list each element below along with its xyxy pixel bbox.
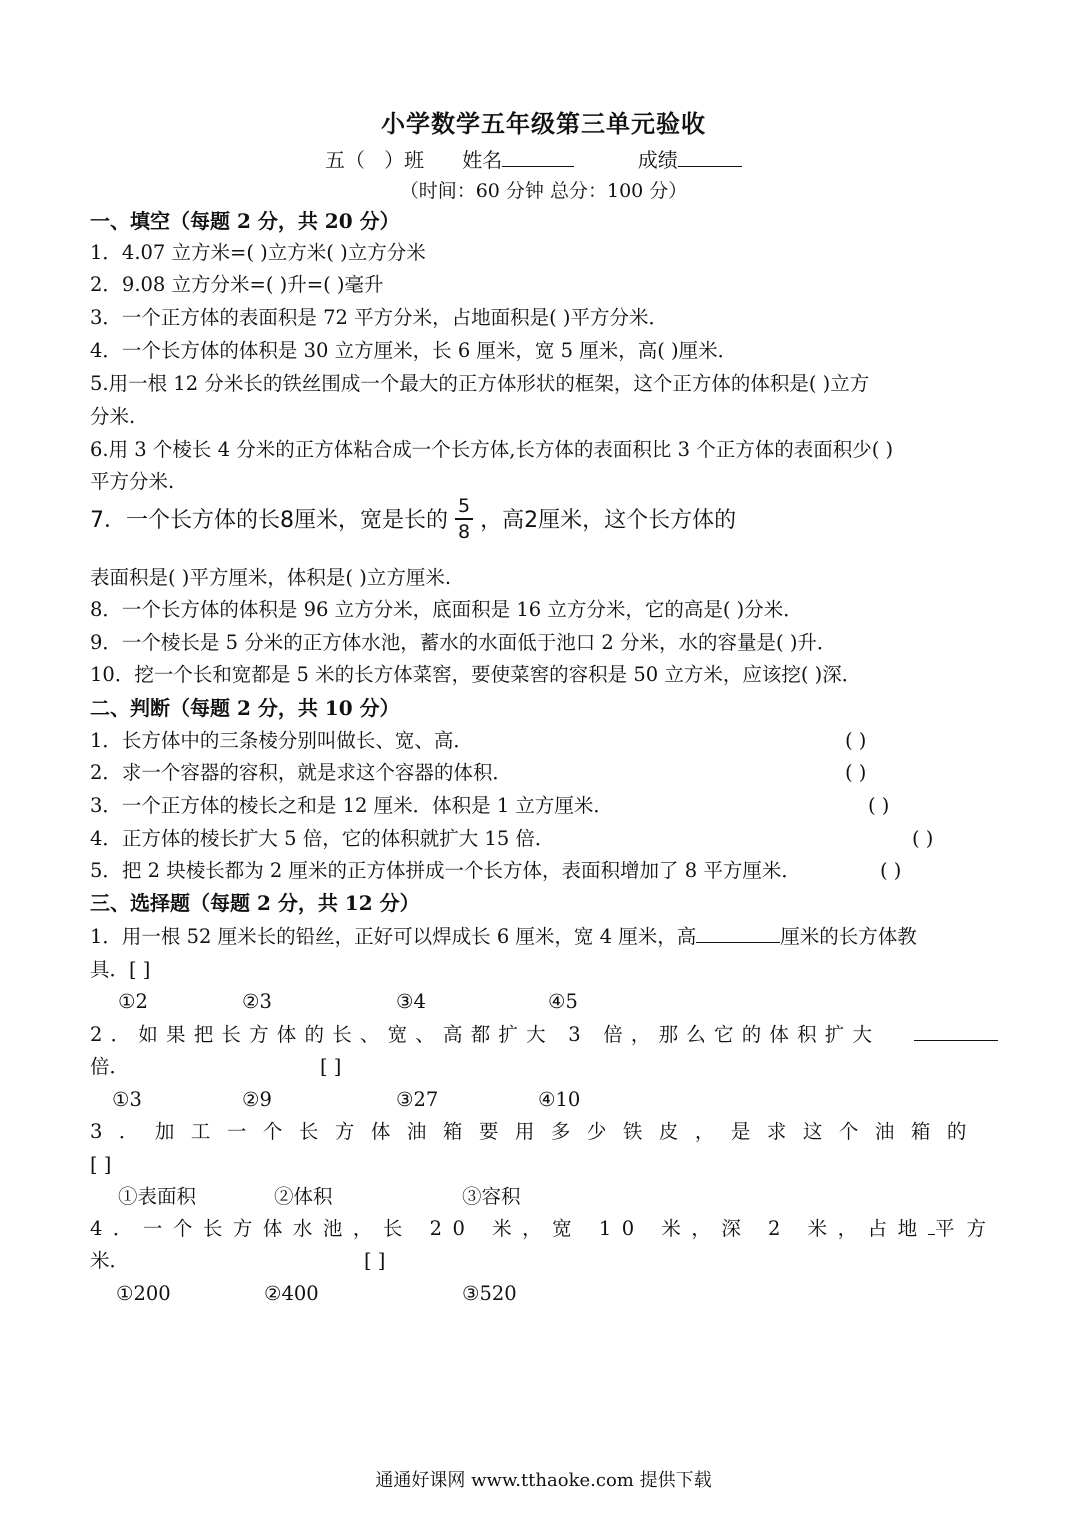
judge-question-4: 4．正方体的棱长扩大 5 倍，它的体积就扩大 15 倍． — [90, 827, 555, 850]
question-1-7-line1 — [90, 496, 736, 542]
grade-spacer — [574, 148, 638, 172]
question-1-6-line1: 6.用 3 个棱长 4 分米的正方体粘合成一个长方体,长方体的表面积比 3 个正方体的表面积少( ) — [90, 438, 894, 461]
choice-question-2-line2: 倍． — [90, 1055, 130, 1078]
choice-4-option-3[interactable]: ③520 — [462, 1282, 517, 1305]
choice-q1-blank[interactable] — [696, 924, 780, 943]
choice-3-option-2[interactable]: ②体积 — [274, 1185, 333, 1208]
choice-question-1-line1 — [90, 924, 917, 950]
judge-question-5: 5．把 2 块棱长都为 2 厘米的正方体拼成一个长方体，表面积增加了 8 平方厘米． — [90, 859, 801, 882]
choice-q1-text-end: 厘米的长方体教 — [780, 925, 917, 948]
choice-q4-blank[interactable] — [928, 1216, 935, 1235]
fraction-five-eighths — [454, 496, 474, 542]
q7-text-after: ，高2厘米，这个长方体的 — [480, 508, 737, 534]
choice-3-option-3[interactable]: ③容积 — [462, 1185, 521, 1208]
choice-q3-bracket[interactable]: [ ] — [90, 1153, 112, 1176]
student-info-line — [325, 144, 742, 173]
judge-question-3: 3．一个正方体的棱长之和是 12 厘米．体积是 1 立方厘米． — [90, 794, 613, 817]
section-heading-multiple-choice: 三、选择题（每题 2 分，共 12 分） — [90, 891, 420, 915]
grade-blank[interactable] — [678, 148, 742, 167]
choice-q2-text: 2．如果把长方体的长、宽、高都扩大 3 倍，那么它的体积扩大 — [90, 1023, 881, 1046]
choice-4-option-1[interactable]: ①200 — [116, 1282, 171, 1305]
name-blank[interactable] — [502, 148, 574, 167]
judge-question-2: 2．求一个容器的容积，就是求这个容器的体积． — [90, 761, 512, 784]
question-1-3: 3．一个正方体的表面积是 72 平方分米，占地面积是( )平方分米． — [90, 306, 669, 329]
question-1-10: 10．挖一个长和宽都是 5 米的长方体菜窖，要使菜窖的容积是 50 立方米，应该挖( )深． — [90, 663, 862, 686]
choice-question-3-line1: 3．加工一个长方体油箱要用多少铁皮，是求这个油箱的 — [90, 1120, 983, 1143]
class-name-label: 五（ ）班 姓名 — [325, 148, 503, 172]
q7-text-before: 7．一个长方体的长8厘米，宽是长的 — [90, 508, 448, 534]
question-1-4: 4．一个长方体的体积是 30 立方厘米，长 6 厘米，宽 5 厘米，高( )厘米． — [90, 339, 738, 362]
question-1-7-line2: 表面积是( )平方厘米，体积是( )立方厘米. — [90, 566, 452, 589]
choice-1-option-4[interactable]: ④5 — [548, 990, 578, 1013]
choice-q4-text: 4．一个长方体水池，长 20 米，宽 10 米，深 2 米，占地 — [90, 1217, 928, 1240]
question-1-8: 8．一个长方体的体积是 96 立方分米，底面积是 16 立方分米，它的高是( )分米． — [90, 598, 803, 621]
choice-1-option-3[interactable]: ③4 — [396, 990, 426, 1013]
choice-q4-bracket[interactable]: [ ] — [364, 1249, 386, 1272]
question-1-5-line2: 分米. — [90, 405, 136, 428]
exam-title: 小学数学五年级第三单元验收 — [381, 109, 706, 138]
question-1-2: 2．9.08 立方分米=( )升=( )毫升 — [90, 273, 384, 296]
choice-q1-text: 1．用一根 52 厘米长的铅丝，正好可以焊成长 6 厘米，宽 4 厘米，高 — [90, 925, 697, 948]
choice-question-1-line2[interactable]: 具．[ ] — [90, 958, 151, 981]
fraction-numerator: 5 — [458, 495, 471, 517]
choice-2-option-4[interactable]: ④10 — [538, 1088, 581, 1111]
time-and-score: （时间：60 分钟 总分：100 分） — [399, 180, 688, 202]
section-heading-fill-in: 一、填空（每题 2 分，共 20 分） — [90, 209, 400, 233]
judge-answer-1[interactable]: ( ) — [845, 729, 867, 752]
choice-q4-text-end: 平方 — [934, 1217, 998, 1240]
judge-answer-2[interactable]: ( ) — [845, 761, 867, 784]
grade-label: 成绩 — [637, 148, 678, 172]
question-1-6-line2: 平方分米. — [90, 470, 175, 493]
choice-1-option-1[interactable]: ①2 — [118, 990, 148, 1013]
section-heading-true-false: 二、判断（每题 2 分，共 10 分） — [90, 696, 400, 720]
question-1-1: 1．4.07 立方米=( )立方米( )立方分米 — [90, 241, 426, 264]
choice-4-option-2[interactable]: ②400 — [264, 1282, 319, 1305]
footer-source: 通通好课网 www.tthaoke.com 提供下载 — [375, 1470, 712, 1491]
choice-question-4-line1 — [90, 1216, 998, 1242]
choice-question-2-line1 — [90, 1022, 998, 1048]
choice-2-option-1[interactable]: ①3 — [112, 1088, 142, 1111]
choice-1-option-2[interactable]: ②3 — [242, 990, 272, 1013]
choice-q2-blank[interactable] — [914, 1022, 998, 1041]
judge-answer-4[interactable]: ( ) — [912, 827, 934, 850]
judge-question-1: 1．长方体中的三条棱分别叫做长、宽、高． — [90, 729, 473, 752]
choice-q2-bracket[interactable]: [ ] — [320, 1055, 342, 1078]
choice-2-option-2[interactable]: ②9 — [242, 1088, 272, 1111]
question-1-9: 9．一个棱长是 5 分米的正方体水池，蓄水的水面低于池口 2 分米，水的容量是( )升． — [90, 631, 837, 654]
choice-question-4-line2: 米． — [90, 1249, 130, 1272]
fraction-bar — [455, 518, 473, 520]
question-1-5-line1: 5.用一根 12 分米长的铁丝围成一个最大的正方体形状的框架，这个正方体的体积是( )立方 — [90, 372, 870, 395]
judge-answer-5[interactable]: ( ) — [880, 859, 902, 882]
choice-2-option-3[interactable]: ③27 — [396, 1088, 439, 1111]
fraction-denominator: 8 — [458, 520, 471, 543]
choice-3-option-1[interactable]: ①表面积 — [118, 1185, 197, 1208]
judge-answer-3[interactable]: ( ) — [868, 794, 890, 817]
